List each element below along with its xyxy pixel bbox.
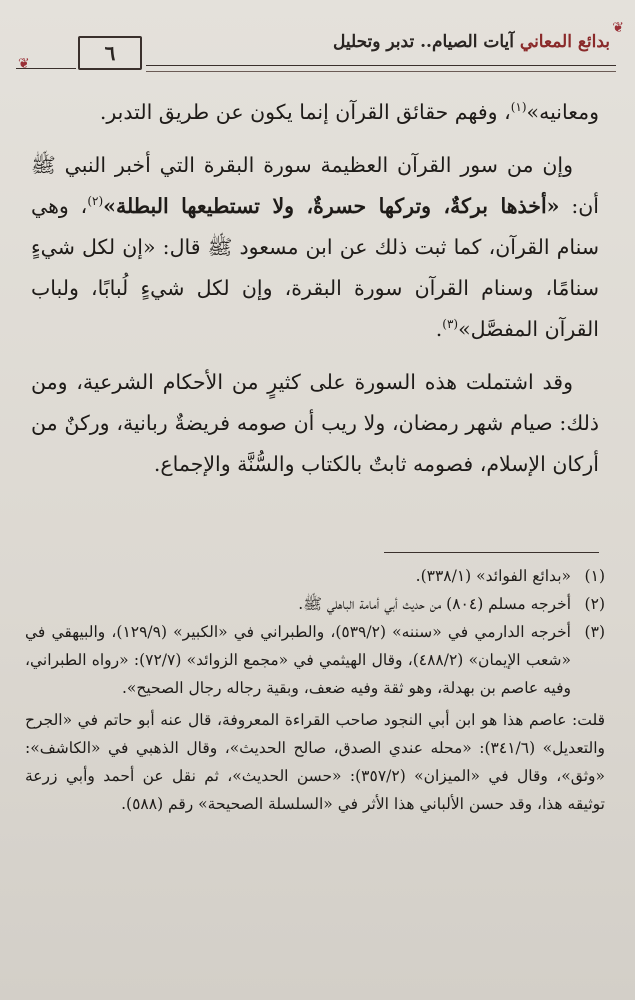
footnote-text: أخرجه الدارمي في «سننه» (٥٣٩/٢)، والطبراني في «الكبير» (١٢٩/٩)، والبيهقي في «شعب الإيمان» (٤٨٨/٢)، وقال الهيثمي في «مجمع الزوائد» (٧٢/٧): «رواه الطبراني، وفيه عاصم بن بهدلة، وهو ثقة وفيه ضعف، وبقية رجاله رجال الصحيح». (25, 623, 571, 697)
main-text (31, 92, 599, 497)
running-header (16, 20, 624, 72)
header-rule-thin (146, 71, 616, 72)
paragraph-1 (31, 92, 599, 133)
paragraph-2 (31, 145, 599, 350)
footnote-ref: (٣) (442, 317, 459, 332)
footnote-number: (٣) (584, 623, 605, 641)
footnotes (25, 562, 605, 818)
header-rule (146, 65, 616, 66)
hadith-quote: «أخذها بركةٌ، وتركها حسرةٌ، ولا تستطيعها البطلة» (103, 194, 560, 218)
footnote-ref: (١) (510, 100, 527, 115)
header-title-accent: بدائع المعاني (519, 32, 610, 52)
p2-end: . (435, 317, 443, 341)
header-title-rest: آيات الصيام.. تدبر وتحليل (332, 32, 520, 52)
paragraph-3: وقد اشتملت هذه السورة على كثيرٍ من الأحكام الشرعية، ومن ذلك: صيام شهر رمضان، ولا ريب أن صومه فريضةٌ ربانية، وركنٌ من أركان الإسلام، فصومه ثابتٌ بالكتاب والسُّنَّة والإجماع. (31, 370, 599, 476)
floral-ornament-icon: ❦ (18, 56, 30, 72)
footnote-item (25, 590, 605, 618)
footnote-text: «بدائع الفوائد» (٣٣٨/١). (415, 567, 571, 585)
header-title (333, 32, 610, 52)
p2-text-a: وإن من سور القرآن العظيمة سورة البقرة التي أخبر النبي ﷺ أن: (31, 153, 599, 218)
footnote-number: (١) (584, 567, 605, 585)
footnote-ref: (٢) (87, 194, 104, 209)
floral-ornament-icon: ❦ (612, 20, 624, 36)
footnote-text: أخرجه مسلم (٨٠٤) من حديث أبي أمامة الباهلي ﷺ. (298, 595, 571, 613)
footnote-item (25, 618, 605, 702)
p2-text-b: ، وهي سنام القرآن، كما ثبت ذلك عن ابن مسعود ﷺ قال: «إن لكل شيءٍ سنامًا، وسنام القرآن سورة البقرة، وإن لكل شيءٍ لُبابًا، ولباب القرآن المفصَّل» (31, 194, 599, 341)
footnote-separator (384, 552, 599, 553)
footnote-commentary: قلت: عاصم هذا هو ابن أبي النجود صاحب القراءة المعروفة، قال عنه أبو حاتم في «الجرح والتعديل» (٣٤١/٦): «محله عندي الصدق، صالح الحديث»، وقال الذهبي في «الكاشف»: «وثق»، وقال في «الميزان» (٣٥٧/٢): «حسن الحديث»، ثم نقل عن أحمد وأبي زرعة توثيقه هذا، وقد حسن الألباني هذا الأثر في «السلسلة الصحيحة» رقم (٥٨٨). (25, 711, 605, 813)
page-number: ٦ (78, 36, 142, 70)
p1-rest: ، وفهم حقائق القرآن إنما يكون عن طريق التدبر. (99, 100, 511, 124)
footnote-item (25, 562, 605, 590)
p1-text: ومعانيه» (526, 100, 599, 124)
footnote-number: (٢) (584, 595, 605, 613)
